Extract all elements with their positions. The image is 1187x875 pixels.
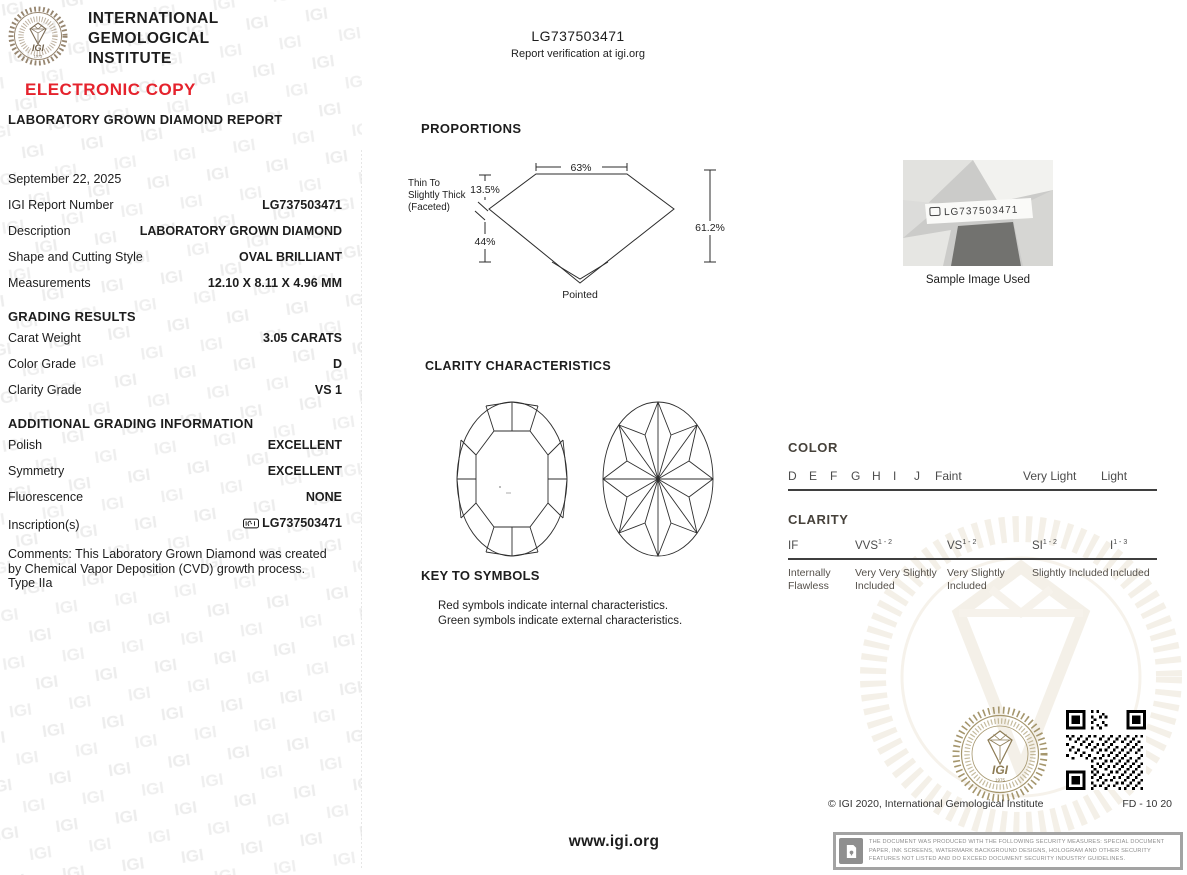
svg-text:1975: 1975 (994, 777, 1006, 783)
svg-text:1975: 1975 (33, 54, 43, 59)
grading-results-heading: GRADING RESULTS (8, 309, 136, 324)
report-reference (428, 28, 728, 60)
field-row-measurements: Measurements 12.10 X 8.11 X 4.96 MM (8, 276, 342, 290)
color-scale-grades (788, 469, 1157, 483)
color-grade-letter: G (851, 469, 861, 483)
field-row-fluorescence: Fluorescence NONE (8, 490, 342, 504)
field-row-carat-weight: Carat Weight 3.05 CARATS (8, 331, 342, 345)
clarity-plot-diagrams (450, 395, 720, 563)
org-name-line: INSTITUTE (88, 50, 172, 67)
color-scale (788, 440, 1157, 491)
additional-grading-heading: ADDITIONAL GRADING INFORMATION (8, 416, 254, 431)
field-row-description: Description LABORATORY GROWN DIAMOND (8, 224, 342, 238)
girdle-label-line: (Faceted) (408, 202, 450, 213)
security-measures-box (833, 832, 1183, 870)
report-title: LABORATORY GROWN DIAMOND REPORT (8, 112, 283, 127)
field-row-report-number: IGI Report Number LG737503471 (8, 198, 342, 212)
color-scale-heading: COLOR (788, 440, 838, 455)
form-code: FD - 10 20 (1122, 798, 1172, 810)
clarity-label: Slightly Included (1032, 566, 1109, 579)
color-grade-letter: D (788, 469, 797, 483)
sample-image-caption: Sample Image Used (925, 274, 1031, 286)
girdle-inscription-text: LG737503471 (943, 204, 1019, 219)
field-row-polish: Polish EXCELLENT (8, 438, 342, 452)
pavilion-percent-label: 44% (474, 236, 496, 248)
color-grade-letter: J (914, 469, 920, 483)
field-row-inscription: Inscription(s) LG737503471 (8, 516, 342, 532)
clarity-code: SI$^{1 - 2}$ (1032, 539, 1057, 552)
color-range-label: Light (1101, 469, 1128, 483)
org-name (88, 9, 219, 69)
report-date: September 22, 2025 (8, 172, 122, 186)
clarity-label: Internally Flawless (788, 566, 831, 592)
color-range-label: Very Light (1023, 469, 1077, 483)
report-date-row (8, 172, 342, 198)
clarity-label: Included (1110, 566, 1150, 579)
pavilion-view-diagram (603, 402, 713, 556)
copyright-text: © IGI 2020, International Gemological Institute (828, 798, 1044, 810)
clarity-scale-line (788, 558, 1157, 560)
clarity-code: IF (788, 539, 799, 552)
clarity-code: VS$^{1 - 2}$ (947, 539, 977, 552)
key-to-symbols-text (438, 599, 682, 629)
key-line-external: Green symbols indicate external characteristics. (438, 615, 683, 627)
report-details (8, 172, 342, 591)
color-scale-line (788, 489, 1157, 491)
girdle-label-line: Thin To (408, 178, 440, 189)
table-percent-label: 63% (570, 162, 592, 174)
clarity-code: VVS$^{1 - 2}$ (855, 539, 893, 552)
clarity-characteristics-heading: CLARITY CHARACTERISTICS (425, 359, 612, 373)
key-to-symbols-heading: KEY TO SYMBOLS (421, 568, 540, 583)
svg-text:IGI: IGI (991, 763, 1009, 777)
clarity-label: Very Slightly Included (947, 566, 1005, 592)
sample-photo (903, 160, 1053, 266)
clarity-scale-heading: CLARITY (788, 512, 849, 527)
igi-logo-seal (8, 6, 68, 66)
color-grade-letter: E (809, 469, 818, 483)
total-depth-percent-label: 61.2% (695, 222, 725, 234)
org-name-line: GEMOLOGICAL (88, 30, 210, 47)
report-number: LG737503471 (531, 28, 625, 44)
field-row-symmetry: Symmetry EXCELLENT (8, 464, 342, 478)
crown-percent-label: 13.5% (470, 184, 500, 196)
clarity-symbols (499, 486, 511, 493)
website-url: www.igi.org (568, 833, 660, 850)
field-row-clarity-grade: Clarity Grade VS 1 (8, 383, 342, 397)
comments-text: Comments: This Laboratory Grown Diamond was created by Chemical Vapor Deposition (CVD) growth process. (8, 547, 327, 576)
inscription-value: LG737503471 (262, 516, 342, 530)
color-grade-letter: H (872, 469, 881, 483)
qr-code (1066, 710, 1146, 790)
clarity-code: $I^{1 - 3}$ (1110, 539, 1128, 552)
field-row-shape: Shape and Cutting Style OVAL BRILLIANT (8, 250, 342, 264)
clarity-label: Very Very Slightly Included (855, 566, 937, 592)
crown-view-diagram (457, 402, 567, 556)
verification-note: Report verification at igi.org (511, 48, 645, 60)
color-range-label: Faint (935, 469, 962, 483)
igi-inscription-logo-icon (243, 518, 259, 529)
type-note: Type IIa (8, 576, 53, 590)
security-measures-text: THE DOCUMENT WAS PRODUCED WITH THE FOLLOWING SECURITY MEASURES: SPECIAL DOCUMENT PAPER, INK SCREENS, WATERMARK BACKGROUND DESIGNS, HOLOGRAM AND OTHER SECURITY FEATURES NOT LISTED AND DO EXCEED DOCUMENT SECURITY INDUSTRY GUIDELINES. (869, 838, 1165, 863)
proportions-heading: PROPORTIONS (421, 121, 522, 136)
proportions-diagram (405, 150, 740, 310)
secure-document-icon (839, 838, 863, 864)
svg-text:IGI: IGI (31, 43, 45, 53)
clarity-scale (788, 512, 1157, 593)
org-name-line: INTERNATIONAL (88, 10, 219, 27)
electronic-copy-label: ELECTRONIC COPY (25, 80, 196, 99)
igi-gold-seal (950, 704, 1050, 804)
color-grade-letter: F (830, 469, 838, 483)
clarity-scale-labels (788, 567, 1157, 593)
clarity-scale-codes (788, 539, 1157, 552)
culet-label: Pointed (562, 289, 598, 301)
color-grade-letter: I (893, 469, 897, 483)
field-row-color-grade: Color Grade D (8, 357, 342, 371)
girdle-label-line: Slightly Thick (408, 190, 466, 201)
key-line-internal: Red symbols indicate internal characteristics. (438, 600, 669, 612)
